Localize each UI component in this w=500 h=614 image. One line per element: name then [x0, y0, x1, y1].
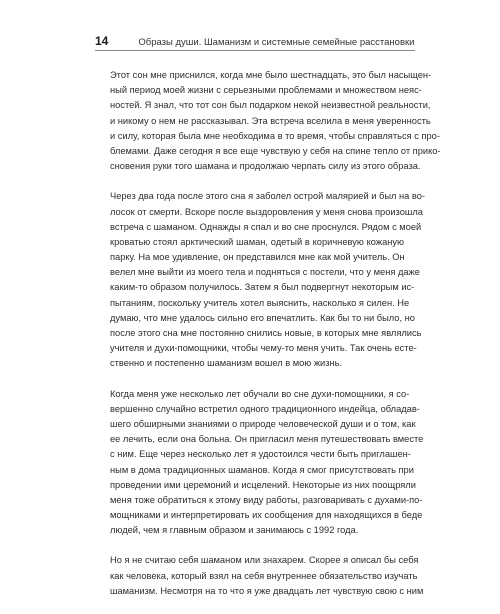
text-line: с ним. Еще через несколько лет я удостоился чести быть приглашен-: [110, 449, 411, 460]
text-line: после этого сна мне постоянно снились новые, в которых мне являлись: [110, 328, 422, 338]
text-line: Этот сон мне приснился, когда мне было шестнадцать, это был насыщен-: [110, 70, 432, 80]
paragraph: [110, 553, 424, 599]
text-line: людей, чем я главным образом и занимаюсь с 1992 года.: [110, 525, 359, 536]
text-line: меня тоже обратиться к этому виду работы, разговаривать с духами-по-: [110, 494, 423, 505]
page-number: 14: [95, 34, 109, 48]
text-line: шаманизм. Несмотря на то что я уже двадцать лет чувствую свою с ним: [110, 585, 424, 596]
text-line: мощниками и интерпретировать их сообщения для находящихся в беде: [110, 510, 423, 521]
text-line: сновения руки того шамана и продолжаю черпать силу из этого образа.: [110, 161, 421, 172]
paragraph: [110, 68, 441, 174]
text-line: лосок от смерти. Вскоре после выздоровления у меня снова произошла: [110, 206, 423, 217]
text-line: и никому о нем не рассказывал. Эта встреча вселила в меня уверенность: [110, 115, 431, 126]
text-line: ным в дома традиционных шаманов. Когда я смог присутствовать при: [110, 464, 414, 475]
text-line: Но я не считаю себя шаманом или знахарем. Скорее я описал бы себя: [110, 555, 419, 566]
paragraph: [110, 387, 424, 539]
page-header: [95, 34, 415, 48]
text-line: кроватью стоял арктический шаман, одетый в коричневую кожаную: [110, 236, 404, 247]
text-line: учителя и духи-помощники, чтобы чему-то меня учить. Так очень есте-: [110, 343, 417, 354]
text-line: Когда меня уже несколько лет обучали во сне духи-помощники, я со-: [110, 388, 410, 399]
text-line: ностей. Я знал, что тот сон был подарком некой неизвестной реальности,: [110, 100, 431, 111]
header-divider: [95, 50, 415, 51]
text-line: Через два года после этого сна я заболел острой малярией и был на во-: [110, 191, 426, 202]
text-line: ее лечить, если она больна. Он пригласил меня путешествовать вместе: [110, 434, 424, 445]
text-line: блемами. Даже сегодня я все еще чувствую у себя на спине тепло от прико-: [110, 145, 441, 156]
text-line: ственно и постепенно шаманизм вошел в мою жизнь.: [110, 358, 343, 369]
text-line: как человека, который взял на себя внутреннее обязательство изучать: [110, 570, 418, 581]
text-line: парку. На мое удивление, он представился мне как мой учитель. Он: [110, 252, 405, 263]
body-text: [110, 68, 441, 614]
running-title: Образы души. Шаманизм и системные семейные расстановки: [138, 37, 415, 48]
text-line: проведении ими церемоний и исцелений. Некоторые из них поощряли: [110, 479, 416, 490]
text-line: ный период моей жизни с серьезными проблемами и множеством неяс-: [110, 85, 422, 96]
text-line: встреча с шаманом. Однажды я спал и во сне проснулся. Рядом с моей: [110, 221, 422, 232]
text-line: и силу, которая была мне необходима в то время, чтобы справляться с про-: [110, 130, 440, 141]
text-line: каким-то образом получилось. Затем я был подвергнут некоторым ис-: [110, 282, 415, 293]
text-line: велел мне выйти из моего тела и подняться с постели, что у меня даже: [110, 267, 420, 278]
paragraph: [110, 189, 426, 371]
text-line: вершенно случайно встретил одного традиционного индейца, обладав-: [110, 403, 420, 414]
text-line: шего обширными знаниями о природе человеческой души и о том, как: [110, 418, 416, 429]
text-line: пытаниям, поскольку учитель хотел выяснить, насколько я силен. Не: [110, 297, 410, 308]
text-line: думаю, что мне удалось сильно его впечатлить. Как бы то ни было, но: [110, 312, 415, 323]
